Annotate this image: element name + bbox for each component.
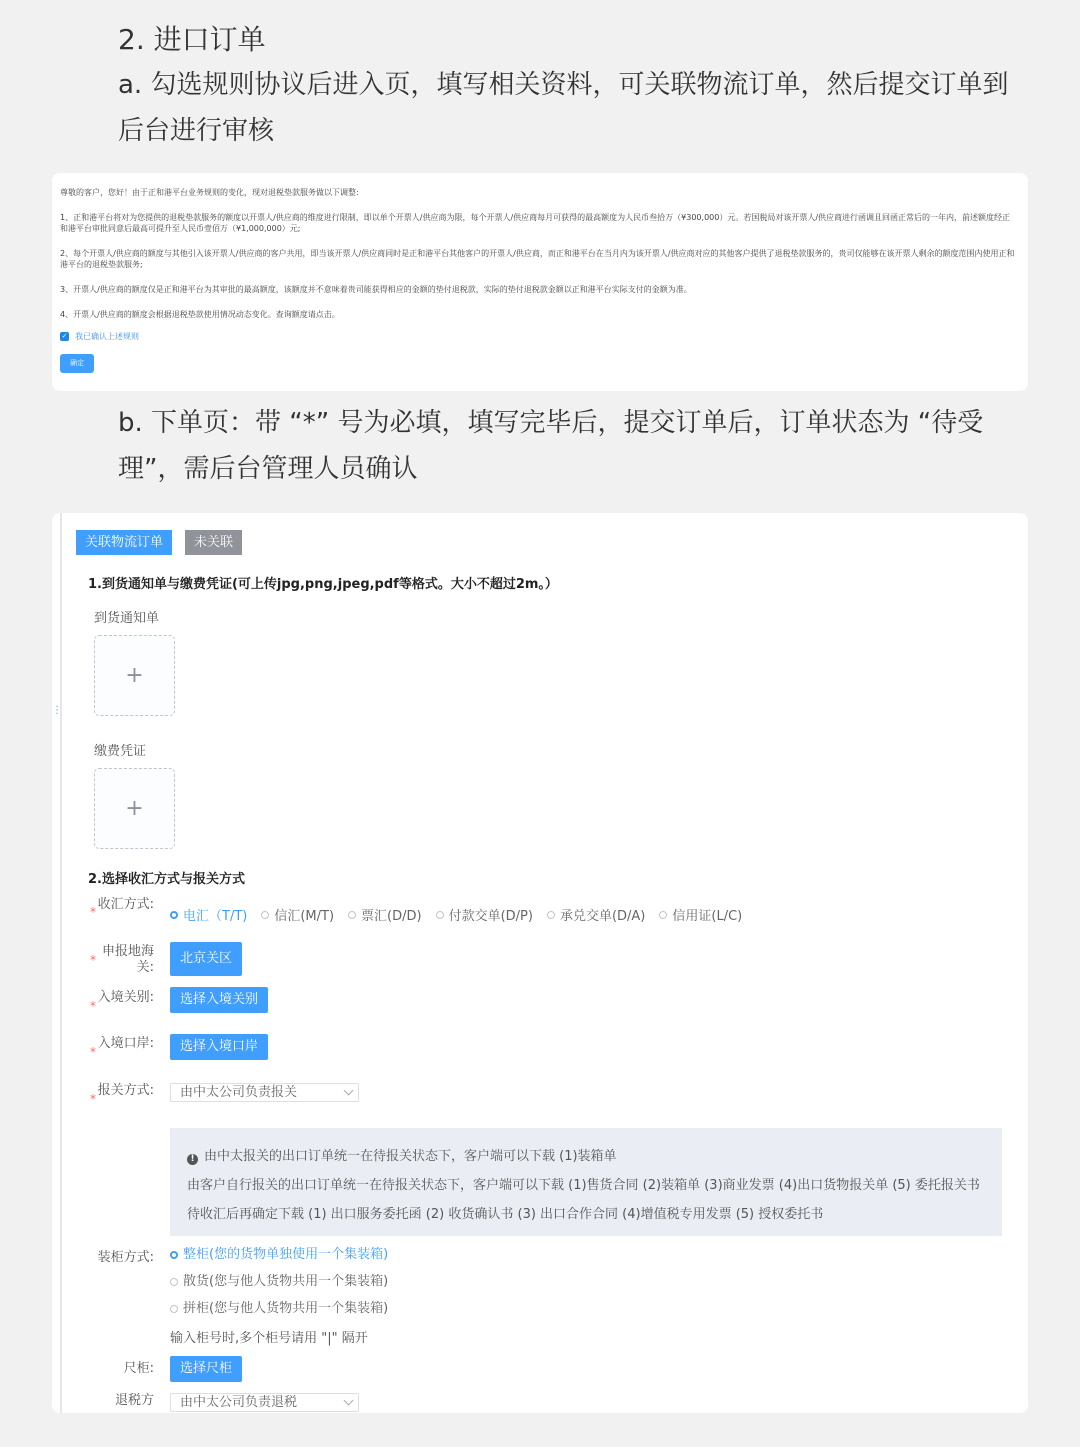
refund-method-select[interactable] — [170, 1393, 359, 1412]
radio-dp[interactable] — [436, 905, 533, 924]
radio-label: 信用证(L/C) — [672, 909, 743, 924]
rules-greeting: 尊敬的客户，您好！由于正和港平台业务规则的变化，现对退税垫款服务做以下调整: — [60, 188, 359, 197]
section-upload-title: 1.到货通知单与缴费凭证(可上传jpg,png,jpeg,pdf等格式。大小不超过2m。） — [88, 577, 558, 592]
section-heading: 2. 进口订单 — [118, 23, 266, 56]
container-method-label: 装柜方式: — [97, 1250, 154, 1265]
radio-mt[interactable] — [261, 905, 334, 924]
rules-item-2: 2、每个开票人/供应商的额度与其他引入该开票人/供应商的客户共用，即当该开票人/供应商同时是正和港平台其他客户的开票人/供应商，而正和港平台在当月内为该开票人/供应商对应的其他客户提供了退税垫款服务的，贵司仅能够在该开票人剩余的额度范围内使用正和港平台的退税垫款服务; — [60, 249, 1015, 269]
required-mark: * — [90, 953, 96, 967]
section-method-title: 2.选择收汇方式与报关方式 — [88, 872, 245, 887]
container-radio-group — [170, 1241, 402, 1322]
chevron-down-icon — [344, 1396, 354, 1406]
radio-dot — [261, 911, 269, 919]
declare-method-select[interactable] — [170, 1083, 359, 1102]
collect-method-label: 收汇方式: — [97, 897, 154, 912]
select-value: 由中太公司负责退税 — [180, 1395, 298, 1410]
radio-label: 信汇(M/T) — [274, 909, 335, 924]
step-b-description: b. 下单页：带 “*” 号为必填，填写完毕后，提交订单后，订单状态为 “待受理”，需后台管理人员确认 — [118, 408, 984, 484]
customs-button[interactable]: 北京关区 — [170, 942, 242, 976]
refund-method-label: 退税方 — [114, 1393, 154, 1408]
radio-label: 拼柜(您与他人货物共用一个集装箱) — [183, 1301, 389, 1316]
rules-item-3: 3、开票人/供应商的额度仅是正和港平台为其审批的最高额度，该额度并不意味着贵司能获得相应的金额的垫付退税款，实际的垫付退税款金额以正和港平台实际支付的金额为准。 — [60, 285, 692, 294]
container-size-label: 尺柜: — [123, 1361, 154, 1376]
radio-label: 承兑交单(D/A) — [559, 909, 646, 924]
declare-method-label: 报关方式: — [97, 1083, 154, 1098]
select-value: 由中太公司负责报关 — [180, 1085, 298, 1100]
notice-line: 由客户自行报关的出口订单统一在待报关状态下，客户端可以下载 (1)售货合同 (2)装箱单 (3)商业发票 (4)出口货物报关单 (5) 委托报关书 — [187, 1178, 980, 1193]
payment-voucher-label: 缴费凭证 — [94, 744, 147, 759]
tab-unlinked[interactable]: 未关联 — [185, 530, 242, 555]
required-mark: * — [90, 999, 96, 1013]
required-mark: * — [90, 1045, 96, 1059]
info-icon: ! — [187, 1154, 198, 1165]
tab-linked-logistics-order[interactable]: 关联物流订单 — [76, 530, 172, 555]
radio-dd[interactable] — [348, 905, 422, 924]
radio-lcl[interactable] — [170, 1295, 388, 1322]
required-mark: * — [90, 905, 96, 919]
entry-type-label: 入境关别: — [97, 990, 154, 1005]
select-size-button[interactable]: 选择尺柜 — [170, 1356, 242, 1382]
notice-line: 待收汇后再确定下载 (1) 出口服务委托函 (2) 收货确认书 (3) 出口合作合同 (4)增值税专用发票 (5) 授权委托书 — [187, 1207, 824, 1222]
rules-agreement-card — [52, 173, 1028, 391]
download-notice — [170, 1128, 1002, 1236]
container-number-hint: 输入柜号时,多个柜号请用 "|" 隔开 — [170, 1331, 368, 1346]
chevron-down-icon — [344, 1086, 354, 1096]
radio-dot — [348, 911, 356, 919]
required-mark: * — [90, 1092, 96, 1106]
select-entry-port-button[interactable]: 选择入境口岸 — [170, 1034, 268, 1060]
radio-label: 票汇(D/D) — [361, 909, 422, 924]
confirm-rules-checkbox[interactable] — [60, 331, 1018, 342]
radio-dot — [436, 911, 444, 919]
collect-method-radio-group — [170, 905, 756, 924]
rules-item-4: 4、开票人/供应商的额度会根据退税垫款使用情况动态变化。查询额度请点击。 — [60, 310, 340, 319]
entry-port-label: 入境口岸: — [97, 1036, 154, 1051]
payment-voucher-upload[interactable] — [94, 768, 175, 849]
arrival-notice-upload[interactable] — [94, 635, 175, 716]
plus-icon: + — [125, 663, 144, 688]
radio-tt[interactable] — [170, 905, 247, 924]
radio-dot — [170, 1305, 178, 1313]
customs-label: 申报地海关: — [101, 944, 154, 975]
radio-label: 散货(您与他人货物共用一个集装箱) — [183, 1274, 389, 1289]
radio-full-container[interactable] — [170, 1241, 388, 1268]
step-a-description: a. 勾选规则协议后进入页，填写相关资料，可关联物流订单，然后提交订单到后台进行审核 — [118, 70, 1009, 146]
radio-bulk-cargo[interactable] — [170, 1268, 388, 1295]
radio-label: 整柜(您的货物单独使用一个集装箱) — [183, 1247, 389, 1262]
left-divider — [60, 513, 62, 1413]
radio-dot — [170, 1278, 178, 1286]
radio-dot — [170, 1251, 178, 1259]
radio-dot — [547, 911, 555, 919]
radio-da[interactable] — [547, 905, 645, 924]
radio-lc[interactable] — [659, 905, 742, 924]
checkmark-icon: ✓ — [61, 332, 68, 340]
notice-line: 由中太报关的出口订单统一在待报关状态下，客户端可以下载 (1)装箱单 — [204, 1149, 617, 1164]
confirm-rules-label: 我已确认上述规则 — [75, 332, 139, 341]
radio-label: 电汇（T/T) — [183, 909, 248, 924]
rules-item-1: 1、正和港平台将对为您提供的退税垫款服务的额度以开票人/供应商的维度进行限制，即以单个开票人/供应商为限，每个开票人/供应商每月可获得的最高额度为人民币叁拾万（¥300,000）元。若国税局对该开票人/供应商进行函调且回函正常后的一年内，前述额度经正和港平台审批同意后最高可提升至人民币壹佰万（¥1,000,000）元; — [60, 213, 1011, 233]
select-entry-type-button[interactable]: 选择入境关别 — [170, 987, 268, 1013]
plus-icon: + — [125, 796, 144, 821]
confirm-button[interactable]: 确定 — [60, 354, 94, 373]
radio-dot — [170, 911, 178, 919]
arrival-notice-label: 到货通知单 — [94, 611, 160, 626]
radio-dot — [659, 911, 667, 919]
order-form-card — [52, 513, 1028, 1413]
edge-handle-icon: ⋮ — [52, 705, 62, 716]
radio-label: 付款交单(D/P) — [448, 909, 533, 924]
